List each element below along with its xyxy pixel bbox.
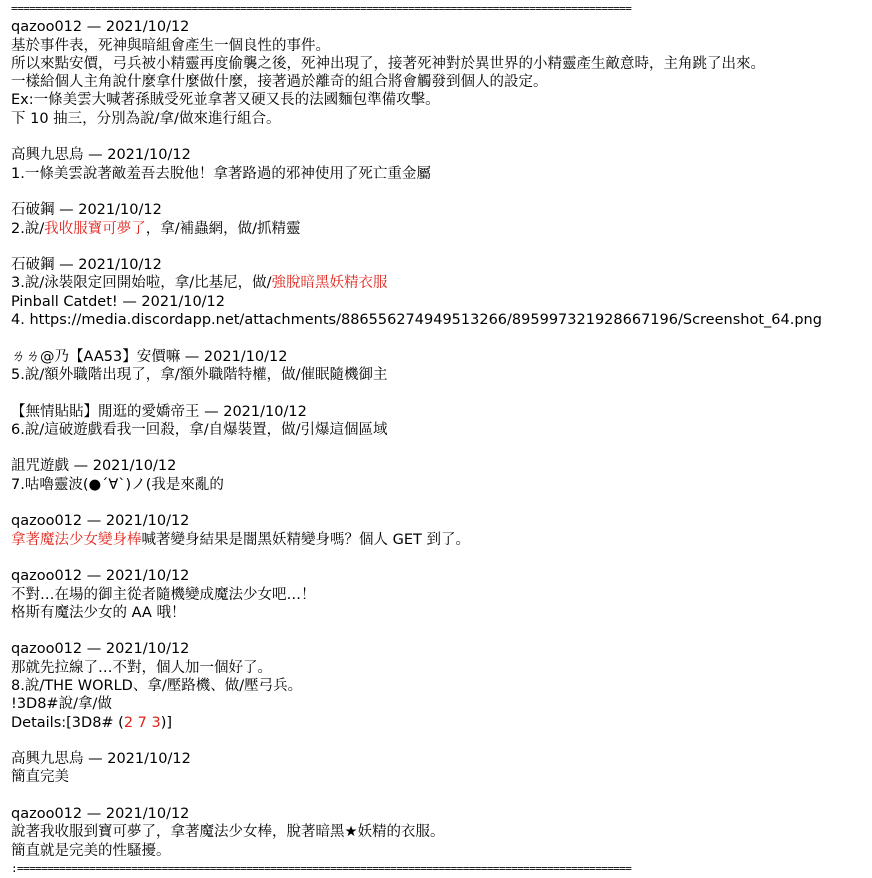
post [11,750,869,787]
highlighted-text: 強脫暗黑妖精衣服 [271,275,388,292]
message-text: 1.一條美雲說著敵羞吾去脫他！拿著路過的邪神使用了死亡重金屬 [11,165,431,182]
post-message-line [11,659,869,677]
chat-log [11,0,869,878]
post [11,293,869,330]
message-text: Ex:一條美雲大喊著孫賊受死並拿著又硬又長的法國麵包準備攻擊。 [11,92,440,109]
post-message-line [11,842,869,860]
highlighted-text: 拿著魔法少女變身棒 [11,531,142,548]
message-text: 說著我收服到寶可夢了，拿著魔法少女棒，脫著暗黑★妖精的衣服。 [11,824,445,841]
post-message-line [11,91,869,109]
post-spacer [11,238,869,256]
message-text: 6.說/這破遊戲看我一回殺，拿/自爆裝置，做/引爆這個區域 [11,421,388,438]
post-author-line: 高興九思烏 — 2021/10/12 [11,751,191,768]
post-message-line [11,677,869,695]
message-text: 4. https://media.discordapp.net/attachments/886556274949513266/895997321928667196/Screenshot_64.png [11,312,822,329]
post-message-line [11,714,869,732]
post-spacer [11,732,869,750]
post-spacer [11,384,869,402]
message-text: Details:[3D8# ( [11,714,124,731]
post-author-line: 石破鋼 — 2021/10/12 [11,257,162,274]
post [11,457,869,494]
post-author-line: qazoo012 — 2021/10/12 [11,19,190,36]
post-message-line [11,421,869,439]
post-spacer [11,549,869,567]
post-message-line [11,55,869,73]
post-message-line [11,695,869,713]
message-text: 5.說/額外職階出現了，拿/額外職階特權，做/催眠隨機御主 [11,366,388,383]
message-text: 所以來點安價，弓兵被小精靈再度偷襲之後，死神出現了，接著死神對於異世界的小精靈產生敵意時，主角跳了出來。 [11,55,765,72]
post-author-line: qazoo012 — 2021/10/12 [11,568,190,585]
post-author-line: qazoo012 — 2021/10/12 [11,806,190,823]
post [11,146,869,183]
post [11,18,869,128]
post-author-line: ㄌㄌ@乃【AA53】安價嘛 — 2021/10/12 [11,348,288,365]
post-message-line [11,366,869,384]
post [11,256,869,293]
post [11,201,869,238]
post-message-line [11,476,869,494]
post [11,403,869,440]
message-text: 2.說/ [11,220,45,237]
post-message-line [11,311,869,329]
post-message-line [11,531,869,549]
post-spacer [11,183,869,201]
post-author-line: 詛咒遊戲 — 2021/10/12 [11,458,177,475]
top-divider: ======================================================================================================= [11,2,632,15]
post-message-line [11,165,869,183]
post-message-line [11,110,869,128]
highlighted-text: 我收服寶可夢了 [44,220,146,237]
post-spacer [11,329,869,347]
post-author-line: qazoo012 — 2021/10/12 [11,641,190,658]
post-message-line [11,768,869,786]
message-text: ，拿/補蟲網，做/抓精靈 [145,220,301,237]
post-author-line: 【無情貼貼】閒逛的愛嬌帝王 — 2021/10/12 [11,403,307,420]
post-author-line: qazoo012 — 2021/10/12 [11,513,190,530]
post-spacer [11,494,869,512]
message-text: )] [160,714,173,731]
post-message-line [11,220,869,238]
post-author-line: Pinball Catdet! — 2021/10/12 [11,293,226,310]
message-text: 簡直就是完美的性騷擾。 [11,842,171,859]
bottom-divider: :====================================================================================================== [11,861,632,875]
post [11,348,869,385]
post-message-line [11,604,869,622]
post-message-line [11,73,869,91]
post-spacer [11,622,869,640]
message-text: 不對…在場的御主從者隨機變成魔法少女吧…！ [11,586,316,603]
message-text: 基於事件表，死神與暗組會產生一個良性的事件。 [11,37,330,54]
post-author-line: 高興九思烏 — 2021/10/12 [11,147,191,164]
post-spacer [11,128,869,146]
post-spacer [11,439,869,457]
message-text: 一樣給個人主角說什麼拿什麼做什麼，接著過於離奇的組合將會觸發到個人的設定。 [11,74,548,91]
post-spacer [11,787,869,805]
post-list [11,18,869,860]
message-text: 格斯有魔法少女的 AA 哦！ [11,604,186,621]
message-text: 喊著變身結果是闇黑妖精變身嗎？個人 GET 到了。 [141,531,470,548]
post-message-line [11,586,869,604]
message-text: 7.咕嚕靈波(●´∀`)ノ(我是來亂的 [11,476,224,493]
post [11,567,869,622]
highlighted-text: 2 7 3 [123,714,161,731]
message-text: 8.說/THE WORLD、拿/壓路機、做/壓弓兵。 [11,677,303,694]
post [11,640,869,731]
message-text: !3D8#說/拿/做 [11,696,112,713]
message-text: 下 10 抽三，分別為說/拿/做來進行組合。 [11,110,281,127]
post-message-line [11,37,869,55]
message-text: 3.說/泳裝限定回開始啦，拿/比基尼，做/ [11,275,272,292]
post [11,805,869,860]
post-message-line [11,823,869,841]
post-author-line: 石破鋼 — 2021/10/12 [11,202,162,219]
message-text: 那就先拉線了…不對，個人加一個好了。 [11,659,272,676]
message-text: 簡直完美 [11,769,69,786]
post-message-line [11,274,869,292]
post [11,512,869,549]
